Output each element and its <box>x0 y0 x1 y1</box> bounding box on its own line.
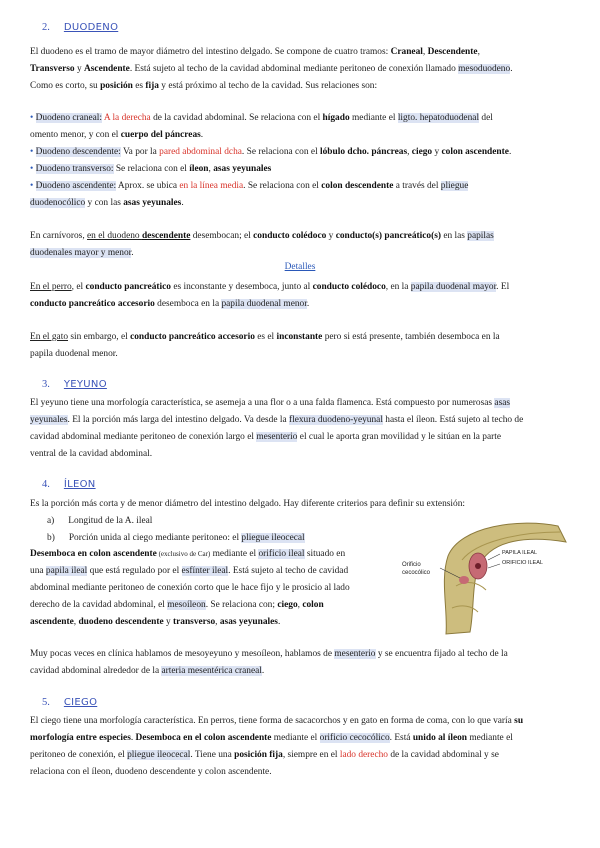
duodeno-descendente-item: • Duodeno descendente: Va por la pared abdominal dcha. Se relaciona con el lóbulo dcho. páncreas, ciego y colon ascendente. <box>30 147 512 157</box>
ileon-intro: Es la porción más corta y de menor diámetro del intestino delgado. Hay diferente criterios para definir su extensión: <box>30 499 466 509</box>
section-number: 5. <box>42 697 50 708</box>
duodeno-transverso-item: • Duodeno transverso: Se relaciona con el íleon, asas yeyunales <box>30 164 272 174</box>
duodeno-craneal-item: • Duodeno craneal: A la derecha de la cavidad abdominal. Se relaciona con el hígado mediante el ligto. hepatoduodenal del omento menor, y con el cuerpo del páncreas. <box>30 113 493 140</box>
section-title: ÍLEON <box>63 479 96 490</box>
duodeno-perro: En el perro, el conducto pancreático es inconstante y desemboca, junto al conducto colédoco, en la papila duodenal mayor. El conducto pancreático accesorio desemboca en la papila duodenal menor. <box>30 282 510 309</box>
ileon-desemboca: Desemboca en colon ascendente (exclusivo de Car) mediante el orificio ileal situado en una papila ileal que está regulado por el esfínter ileal. Está sujeto al techo de cavidad abdominal mediante peritoneo de conexión corto que le hace fijo y le prosicio al lado derecho de la cavidad abdominal, el mesoíleon. Se relaciona con; ciego, colon ascendente, duodeno descendente y transverso, asas yeyunales. <box>30 549 350 627</box>
section-title: CIEGO <box>63 697 98 708</box>
duodeno-carnivoros: En carnívoros, en el duodeno descendente desembocan; el conducto colédoco y conducto(s) pancreático(s) en las papilas duodenales mayor y menor. <box>30 231 494 258</box>
section-title: YEYUNO <box>63 379 107 390</box>
section-heading-ciego <box>42 697 97 708</box>
section-heading-duodeno <box>42 22 118 33</box>
figure-label-orificio-ileal: ORIFICIO ILEAL <box>502 560 543 566</box>
ileon-criterio-b: b) Porción unida al ciego mediante peritoneo: el pliegue ileocecal <box>47 533 305 543</box>
duodeno-intro: El duodeno es el tramo de mayor diámetro del intestino delgado. Se compone de cuatro tramos: Craneal, Descendente, Transverso y Ascendente. Está sujeto al techo de la cavidad abdominal mediante peritoneo de conexión llamado mesoduodeno. Como es corto, su posición es fija y está próximo al techo de la cavidad. Sus relaciones son: <box>30 47 513 91</box>
figure-label-orificio: Orificio <box>402 562 421 568</box>
ciego-text: El ciego tiene una morfología característica. En perros, tiene forma de sacacorchos y en gato en forma de coma, con lo que varía su morfología entre especies. Desemboca en el colon ascendente mediante el orificio cecocólico. Está unido al íleon mediante el peritoneo de conexión, el pliegue ileocecal. Tiene una posición fija, siempre en el lado derecho de la cavidad abdominal y se relaciona con el íleon, duodeno descendente y colon ascendente. <box>30 716 524 777</box>
yeyuno-text: El yeyuno tiene una morfología característica, se asemeja a una flor o a una falda flamenca. Está compuesto por numerosas asas yeyunales. El la porción más larga del intestino delgado. Va desde la flexura duodeno-yeyunal hasta el íleon. Está sujeto al techo de cavidad abdominal mediante peritoneo de conexión largo el mesenterio el cual le aporta gran movilidad y le sitúan en la parte ventral de la cavidad abdominal. <box>30 398 524 459</box>
ileon-mesenterio: Muy pocas veces en clínica hablamos de mesoyeyuno y mesoíleon, hablamos de mesenterio y se encuentra fijado al techo de la cavidad abdominal alrededor de la arteria mesentérica craneal. <box>30 649 508 676</box>
section-number: 3. <box>42 379 50 390</box>
figure-label-cecocolico: cecocólico <box>402 570 431 576</box>
orificio-ileal-marker <box>475 563 481 569</box>
section-number: 2. <box>42 22 50 33</box>
orificio-cecocolico-marker <box>459 576 469 584</box>
section-title: DUODENO <box>63 22 119 33</box>
figure-label-papila-ileal: PAPILA ILEAL <box>502 550 538 556</box>
ileon-criterio-a: a) Longitud de la A. ileal <box>47 516 153 526</box>
duodeno-ascendente-item: • Duodeno ascendente: Aprox. se ubica en la línea media. Se relaciona con el colon descendente a través del pliegue duodenocólico y con las asas yeyunales. <box>30 181 469 208</box>
section-heading-ileon <box>42 479 96 490</box>
section-heading-yeyuno <box>42 379 107 390</box>
ileocecal-illustration <box>400 516 570 640</box>
duodeno-gato: En el gato sin embargo, el conducto pancreático accesorio es el inconstante pero si está presente, también desemboca en la papila duodenal menor. <box>30 332 500 359</box>
section-number: 4. <box>42 479 50 490</box>
detalles-link[interactable]: Detalles <box>284 262 316 272</box>
